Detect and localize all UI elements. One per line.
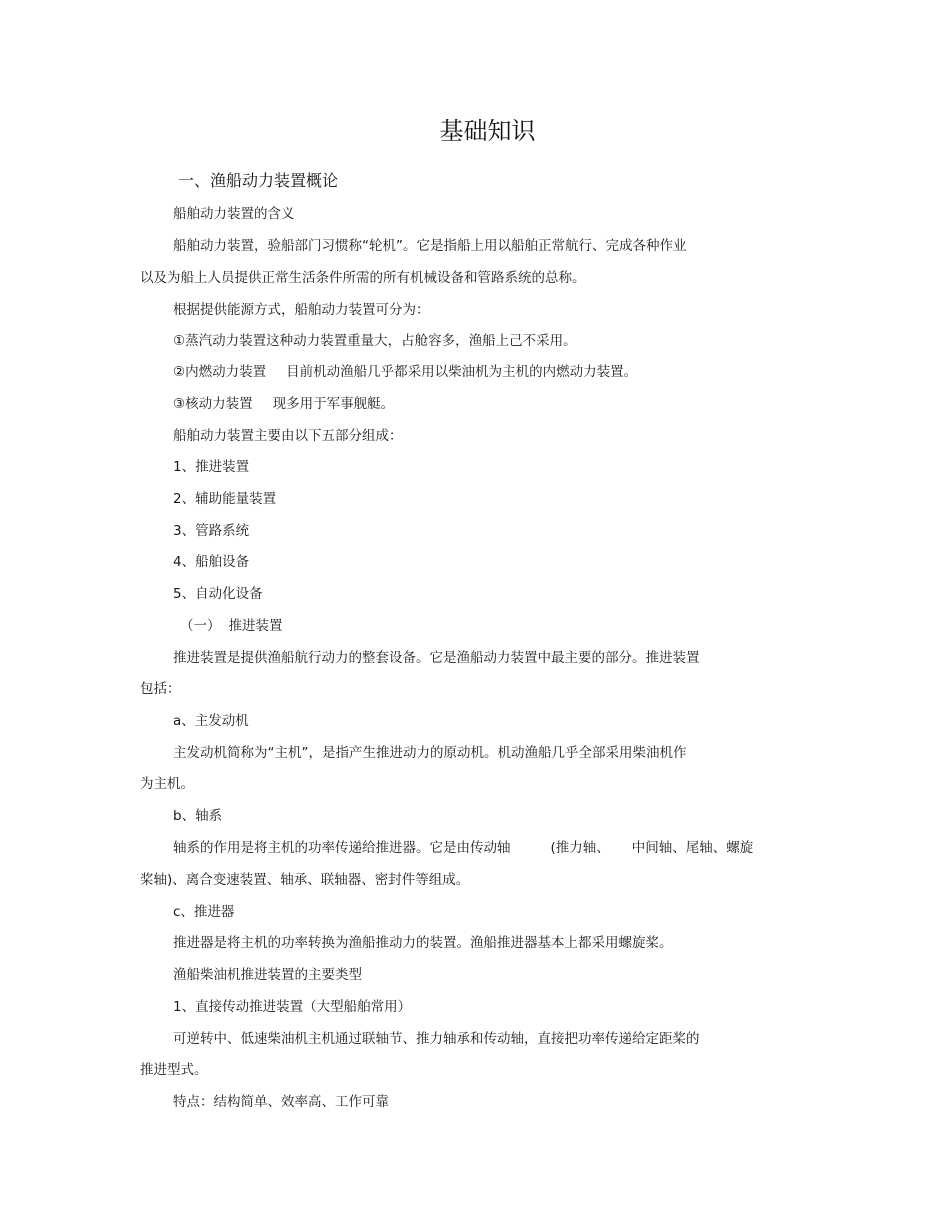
text-segment: (推力轴、 [550,840,610,856]
paragraph-line: 包括： [140,681,181,697]
paragraph-line: 可逆转中、低速柴油机主机通过联轴节、推力轴承和传动轴，直接把功率传递给定距桨的 [173,1031,700,1047]
section-heading: 一、渔船动力装置概论 [178,171,339,190]
paragraph-line: 推进型式。 [140,1062,208,1078]
list-item: 3、管路系统 [173,523,250,539]
paragraph-line: 渔船柴油机推进装置的主要类型 [173,967,362,983]
list-item: 1、推进装置 [173,459,250,475]
paragraph-line: 以及为船上人员提供正常生活条件所需的所有机械设备和管路系统的总称。 [140,270,586,286]
list-item-label: ②内燃动力装置 [173,364,267,380]
list-item: b、轴系 [173,808,223,824]
paragraph-line [173,394,394,414]
list-item: 1、直接传动推进装置（大型船舶常用） [173,999,412,1015]
paragraph-line: 主发动机简称为“主机”，是指产生推进动力的原动机。机动渔船几乎全部采用柴油机作 [173,745,687,761]
paragraph-line [173,362,637,382]
paragraph-line: 特点：结构简单、效率高、工作可靠 [173,1094,389,1110]
paragraph-line: 推进装置是提供渔船航行动力的整套设备。它是渔船动力装置中最主要的部分。推进装置 [173,650,700,666]
paragraph-line: 船舶动力装置的含义 [173,206,295,222]
page-title: 基础知识 [439,117,536,145]
paragraph-line: 推进器是将主机的功率转换为渔船推动力的装置。渔船推进器基本上都采用螺旋桨。 [173,935,673,951]
list-item: 5、自动化设备 [173,586,263,602]
subsection-heading [180,616,283,636]
paragraph-line: 为主机。 [140,776,194,792]
text-segment: 中间轴、尾轴、螺旋 [631,840,754,856]
paragraph-line: ①蒸汽动力装置这种动力装置重量大，占舱容多，渔船上己不采用。 [173,333,577,349]
list-item-label: ③核动力装置 [173,396,253,412]
text-segment: 轴系的作用是将主机的功率传递给推进器。它是由传动轴 [173,840,511,856]
paragraph-line: 桨轴)、离合变速装置、轴承、联轴器、密封件等组成。 [140,872,470,888]
list-item-text: 现多用于军事舰艇。 [272,396,395,412]
list-item-text: 目前机动渔船几乎都采用以柴油机为主机的内燃动力装置。 [286,364,638,380]
list-item: c、推进器 [173,904,235,920]
subsection-title: 推进装置 [228,618,283,634]
subsection-number: （一） [180,618,221,634]
list-item: a、主发动机 [173,713,249,729]
paragraph-line: 船舶动力装置主要由以下五部分组成： [173,428,403,444]
paragraph-line: 船舶动力装置，验船部门习惯称“轮机”。它是指船上用以船舶正常航行、完成各种作业 [173,238,687,254]
list-item: 2、辅助能量装置 [173,491,277,507]
paragraph-line: 根据提供能源方式，船舶动力装置可分为： [173,302,430,318]
paragraph-line [173,838,753,858]
list-item: 4、船舶设备 [173,554,250,570]
